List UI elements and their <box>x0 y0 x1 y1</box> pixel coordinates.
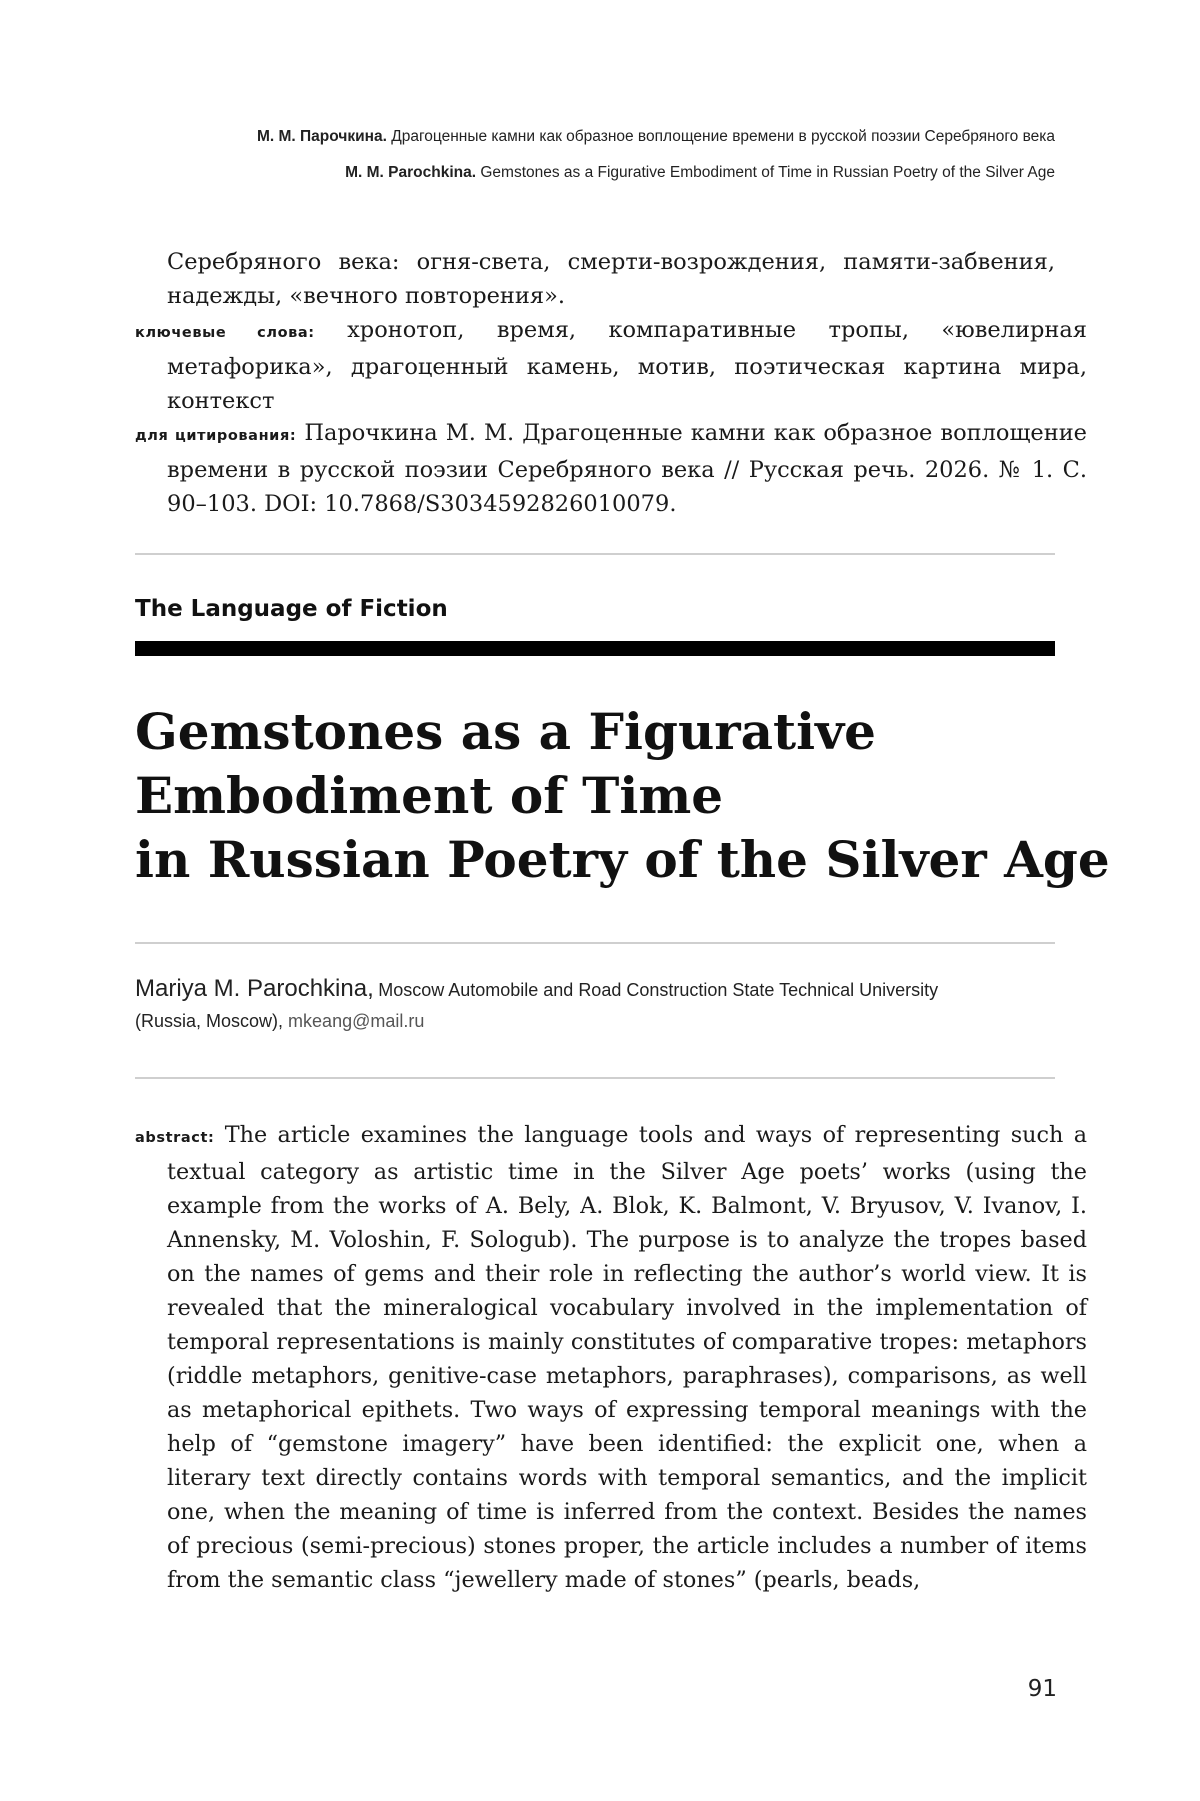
author-email-link[interactable]: mkeang@mail.ru <box>288 1011 425 1031</box>
running-header-ru-title: Драгоценные камни как образное воплощение времени в русской поэзии Серебряного века <box>391 128 1055 145</box>
abstract-text: The article examines the language tools and ways of representing such a textual category as artistic time in the Silver Age poets’ works (using the example from the works of A. Bely, A. Blok, K. Balmont, V. Bryusov, V. Ivanov, I. Annensky, M. Voloshin, F. Sologub). The purpose is to analyze the tropes based on the names of gems and their role in reflecting the author’s world view. It is revealed that the mineralogical vocabulary involved in the implementation of temporal representations is mainly constitutes of comparative tropes: metaphors (riddle metaphors, genitive-case metaphors, paraphrases), comparisons, as well as metaphorical epithets. Two ways of expressing temporal meanings with the help of “gemstone imagery” have been identified: the explicit one, when a literary text directly contains words with temporal semantics, and the implicit one, when the meaning of time is inferred from the context. Besides the names of precious (semi-precious) stones proper, the article includes a number of items from the semantic class “jewellery made of stones” (pearls, beads, <box>167 1122 1087 1593</box>
title-line: in Russian Poetry of the Silver Age <box>135 830 1110 889</box>
ru-abstract-continuation: Серебряного века: огня-света, смерти-возрождения, памяти-забвения, надежды, «вечного повторения». <box>167 249 1055 309</box>
ru-keywords-text: хронотоп, время, компаративные тропы, «ювелирная метафорика», драгоценный камень, мотив, поэтическая картина мира, контекст <box>167 317 1088 414</box>
section-bar <box>135 641 1055 656</box>
ru-citation-text: Парочкина М. М. Драгоценные камни как образное воплощение времени в русской поэзии Серебряного века // Русская речь. 2026. № 1. С. 90–103. DOI: 10.7868/S3034592826010079. <box>167 420 1087 517</box>
divider <box>135 1077 1055 1079</box>
ru-keywords <box>135 313 1087 418</box>
author-name: Mariya M. Parochkina, <box>135 975 374 1002</box>
ru-citation <box>135 416 1087 521</box>
article-title <box>135 700 1110 892</box>
running-header-en-author: M. M. Parochkina. <box>345 164 477 181</box>
author-affiliation: Moscow Automobile and Road Construction State Technical University <box>378 980 939 1000</box>
running-header-ru <box>257 128 1055 146</box>
author-location: (Russia, Moscow), <box>135 1011 284 1031</box>
title-line: Embodiment of Time <box>135 766 724 825</box>
running-header-en <box>345 164 1055 182</box>
section-label: The Language of Fiction <box>135 596 448 622</box>
ru-keywords-label: ключевые слова: <box>135 325 315 341</box>
divider <box>135 942 1055 944</box>
abstract <box>135 1118 1087 1597</box>
running-header-ru-author: М. М. Парочкина. <box>256 128 387 145</box>
page-number: 91 <box>1027 1676 1057 1702</box>
running-header-en-title: Gemstones as a Figurative Embodiment of Time in Russian Poetry of the Silver Age <box>480 164 1055 181</box>
title-line: Gemstones as a Figurative <box>135 702 876 761</box>
divider <box>135 553 1055 555</box>
author-block <box>135 975 1055 1032</box>
abstract-label: abstract: <box>135 1130 215 1146</box>
ru-citation-label: для цитирования: <box>135 428 297 444</box>
